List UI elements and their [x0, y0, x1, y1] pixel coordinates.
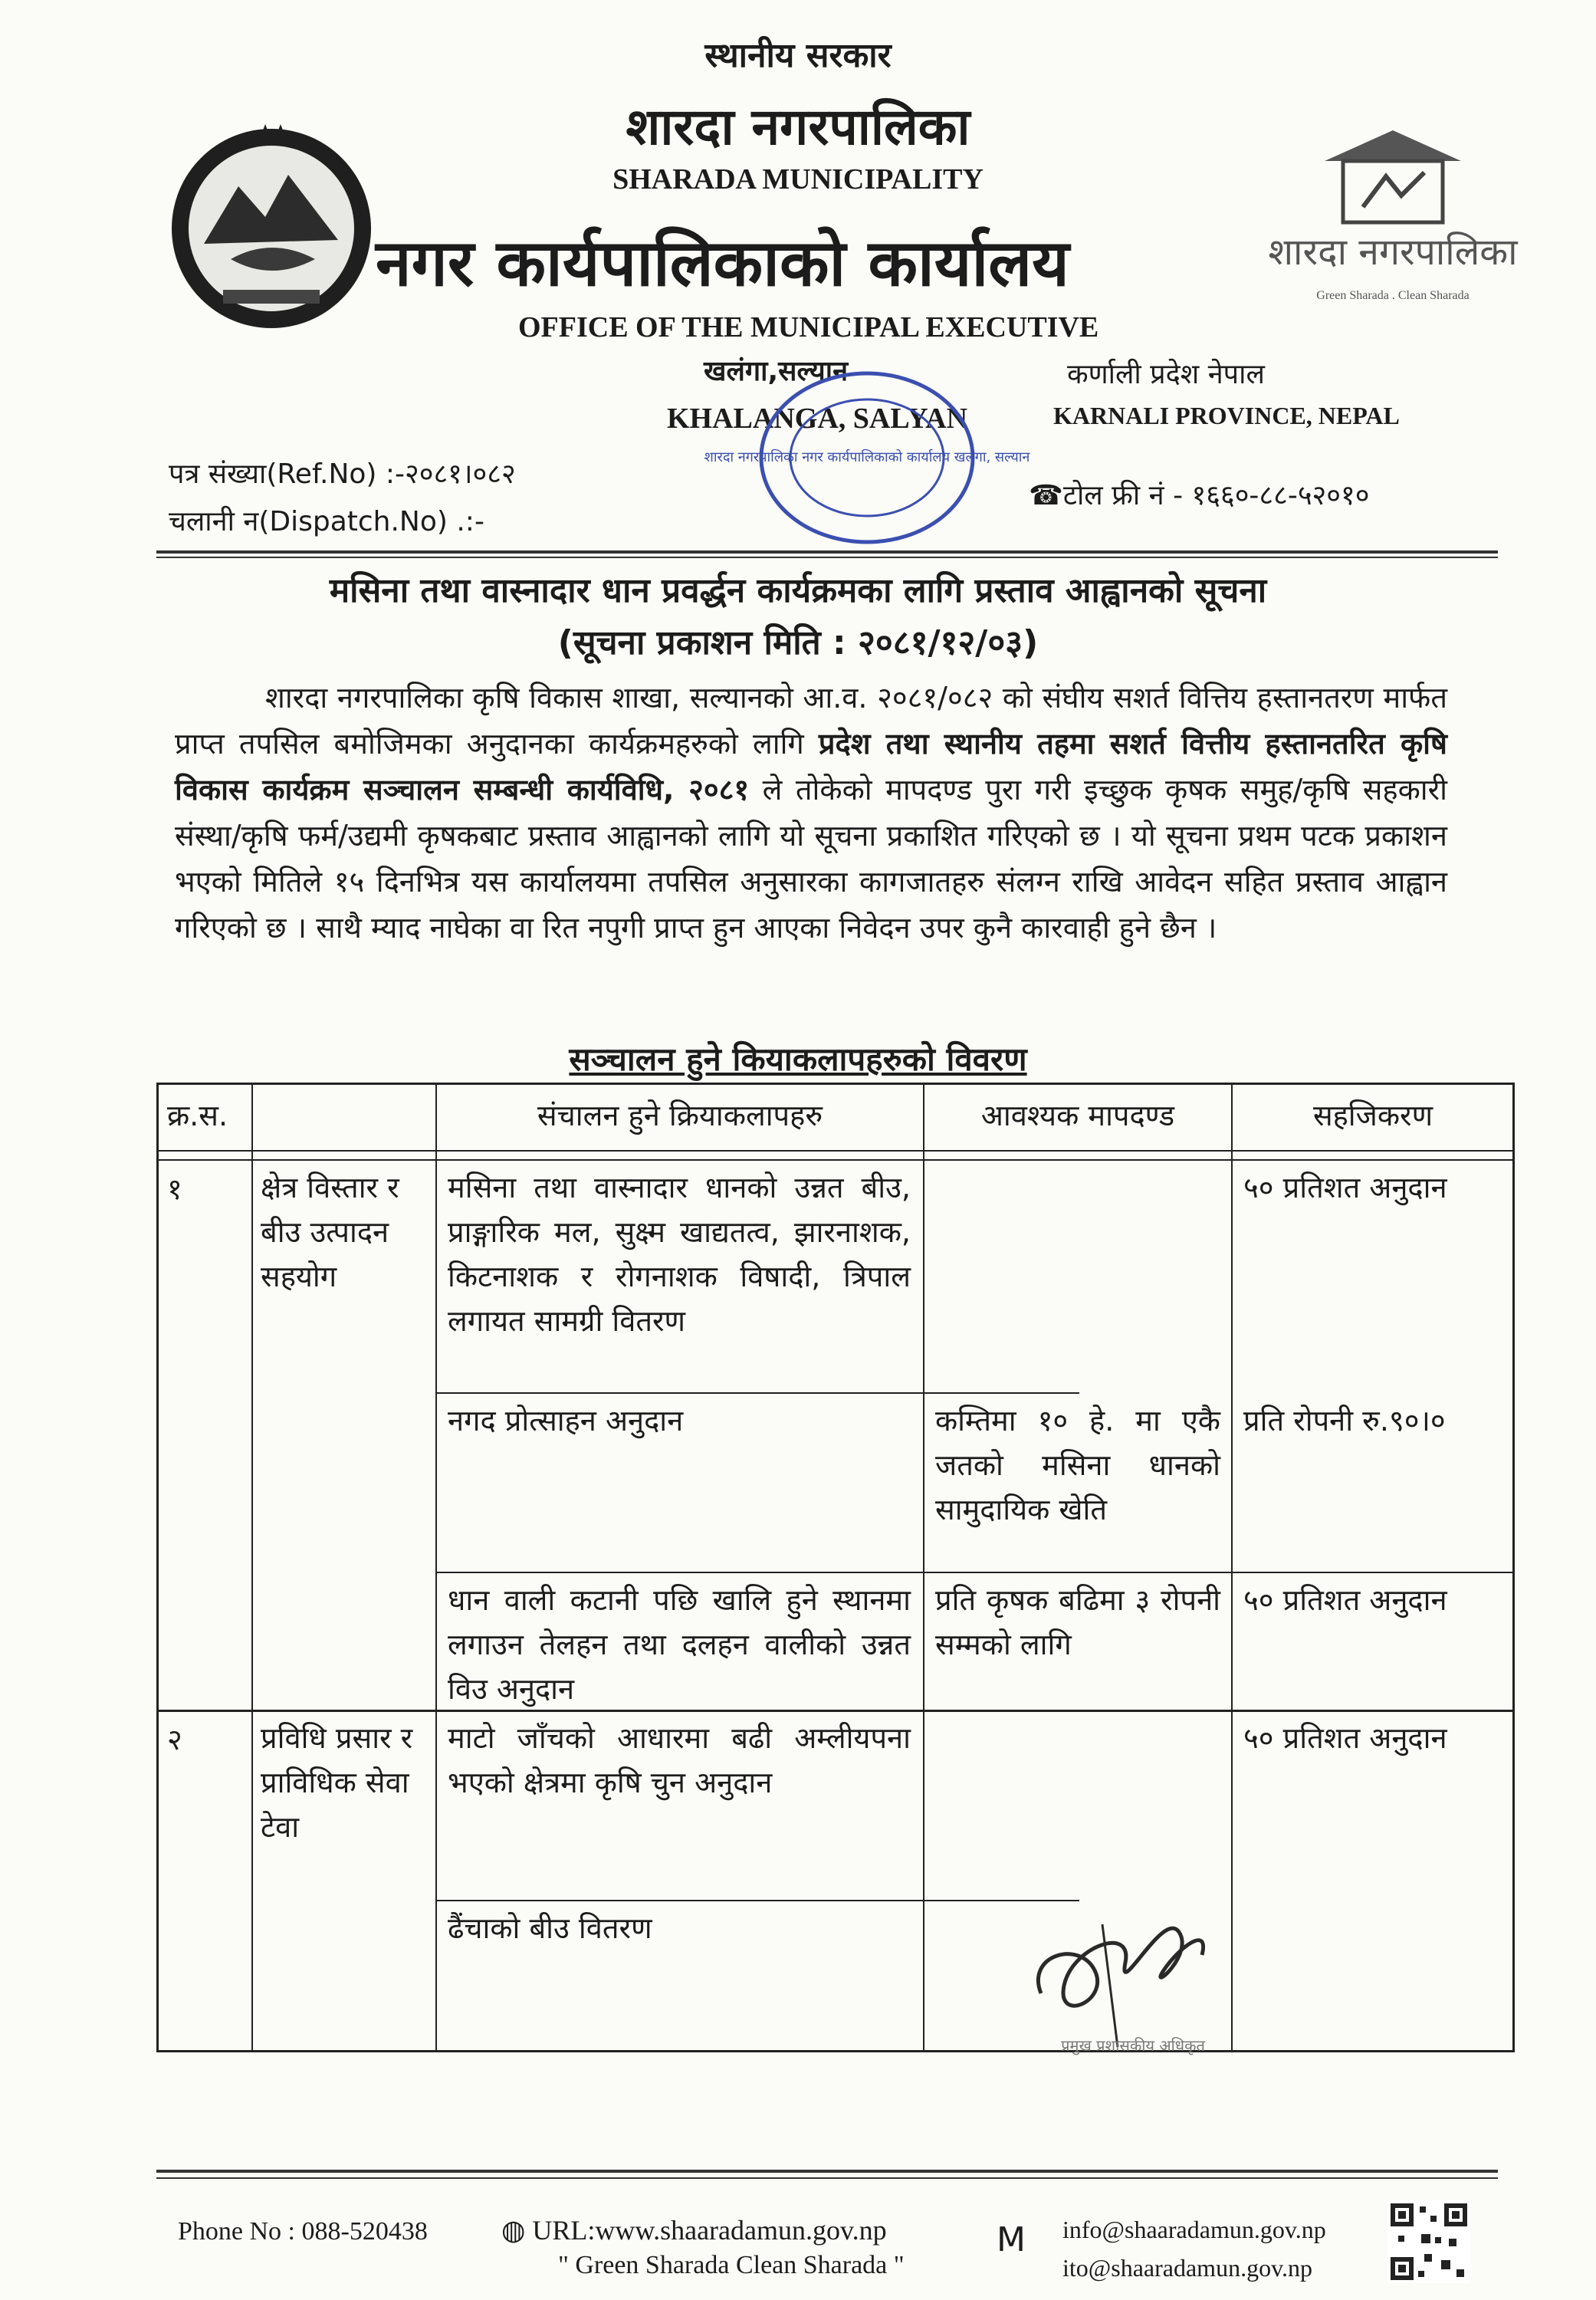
row-2-activity: नगद प्रोत्साहन अनुदान [448, 1404, 684, 1438]
footer-email-2[interactable]: ito@shaaradamun.gov.np [1062, 2254, 1312, 2282]
address-np: खलंगा,सल्यान [704, 356, 849, 387]
footer-divider [156, 2170, 1498, 2173]
header-facilitation: सहजिकरण [1312, 1099, 1433, 1132]
address-en: KHALANGA, SALYAN [667, 402, 968, 435]
group-1-category: क्षेत्र विस्तार र बीउ उत्पादन सहयोग [261, 1171, 399, 1293]
footer-url[interactable] [501, 2214, 887, 2246]
header-divider [156, 550, 1498, 554]
official-signature [1010, 1878, 1263, 2062]
footer-phone: Phone No : 088-520438 [178, 2217, 428, 2246]
footer-email-1[interactable]: info@shaaradamun.gov.np [1062, 2216, 1326, 2243]
row-4-facility: ५० प्रतिशत अनुदान [1243, 1721, 1447, 1755]
qr-code-icon [1387, 2200, 1470, 2283]
header-activities: संचालन हुने क्रियाकलापहरु [537, 1099, 823, 1132]
dispatch-number: चलानी न(Dispatch.No) .:- [169, 506, 484, 537]
group-1-sn: १ [167, 1172, 182, 1206]
logo-right-slogan: Green Sharada . Clean Sharada [1316, 289, 1470, 302]
row-3-facility: ५० प्रतिशत अनुदान [1243, 1583, 1447, 1617]
header-criteria: आवश्यक मापदण्ड [980, 1099, 1175, 1132]
reference-number: पत्र संख्या(Ref.No) :-२०८१।०८२ [169, 458, 516, 490]
notice-date: (सूचना प्रकाशन मिति : २०८१/१२/०३) [557, 623, 1039, 662]
local-government-label: स्थानीय सरकार [704, 36, 892, 75]
notice-title: मसिना तथा वास्नादार धान प्रवर्द्धन कार्यक्रमका लागि प्रस्ताव आह्वानको सूचना [329, 571, 1267, 610]
notice-body [175, 675, 1447, 951]
body-text-part1: शारदा नगरपालिका कृषि विकास शाखा, सल्यानको आ.व. २०८१/०८२ को संघीय सशर्त वित्तिय हस्तानतरण मार्फत प्राप्त तपसिल बमोजिमका अनुदानका कार्यक्रमहरुको लागि [175, 681, 1447, 761]
stamp-text: शारदा नगरपालिका नगर कार्यपालिकाको कार्यालय खलंगा, सल्यान [704, 449, 1030, 465]
sharada-municipality-logo [1268, 115, 1518, 313]
globe-icon: ◍ [501, 2215, 533, 2246]
header-divider-thin [156, 557, 1498, 558]
signature-caption: प्रमुख प्रशासकीय अधिकृत [1061, 2036, 1205, 2055]
body-text-bold: प्रदेश तथा स्थानीय तहमा सशर्त वित्तीय हस्तानतरित कृषि विकास कार्यक्रम सञ्चालन सम्बन्धी कार्यविधि, २०८१ [175, 727, 1447, 807]
table-caption: सञ्चालन हुने कियाकलापहरुको विवरण [569, 1040, 1027, 1078]
footer-divider-thin [156, 2177, 1498, 2179]
logo-right-text: शारदा नगरपालिका [1268, 231, 1518, 274]
office-title-np: नगर कार्यपालिकाको कार्यालय [376, 225, 1069, 301]
row-3-activity: धान वाली कटानी पछि खालि हुने स्थानमा लगाउन तेलहन तथा दलहन वालीको उन्नत विउ अनुदान [448, 1583, 911, 1706]
tollfree-number: ☎टोल फ्री नं - १६६०-८८-५२०१० [1029, 480, 1370, 511]
row-2-criteria: कम्तिमा १० हे. मा एकै जतको मसिना धानको सामुदायिक खेति [935, 1404, 1220, 1526]
activities-table [156, 1083, 1515, 2053]
row-1-activity: मसिना तथा वास्नादार धानको उन्नत बीउ, प्राङ्गारिक मल, सुक्ष्म खाद्यतत्व, झारनाशक, किटनाशक र रोगनाशक विषादी, त्रिपाल लगायत सामग्री वितरण [448, 1171, 911, 1338]
province-en: KARNALI PROVINCE, NEPAL [1053, 402, 1400, 429]
body-text-part2: ले तोकेको मापदण्ड पुरा गरी इच्छुक कृषक समुह/कृषि सहकारी संस्था/कृषि फर्म/उद्यमी कृषकबाट प्रस्ताव आह्वानको लागि यो सूचना प्रकाशित गरिएको छ । यो सूचना प्रथम पटक प्रकाशन भएको मितिले १५ दिनभित्र यस कार्यालयमा तपसिल अनुसारका कागजातहरु संलग्न राखि आवेदन सहित प्रस्ताव आह्वान गरिएको छ । साथै म्याद नाघेका वा रित नपुगी प्राप्त हुन आएका निवेदन उपर कुनै कारवाही हुने छैन । [175, 773, 1447, 945]
row-5-activity: ढैंचाको बीउ वितरण [448, 1911, 652, 1945]
group-2-sn: २ [167, 1723, 182, 1756]
group-2-category: प्रविधि प्रसार र प्राविधिक सेवा टेवा [261, 1721, 413, 1844]
row-3-criteria: प्रति कृषक बढिमा ३ रोपनी सम्मको लागि [935, 1583, 1220, 1661]
mail-icon: M [997, 2220, 1026, 2259]
row-2-facility: प्रति रोपनी रु.९०।० [1243, 1404, 1446, 1438]
row-4-activity: माटो जाँचको आधारमा बढी अम्लीयपना भएको क्षेत्रमा कृषि चुन अनुदान [448, 1721, 911, 1799]
province-np: कर्णाली प्रदेश नेपाल [1067, 359, 1265, 390]
row-1-facility: ५० प्रतिशत अनुदान [1243, 1171, 1447, 1204]
municipality-name-np: शारदा नगरपालिका [626, 97, 970, 156]
office-title-en: OFFICE OF THE MUNICIPAL EXECUTIVE [518, 311, 1099, 343]
municipality-name-en: SHARADA MUNICIPALITY [612, 163, 984, 196]
footer-url-text: URL:www.shaaradamun.gov.np [532, 2215, 887, 2246]
footer-slogan: " Green Sharada Clean Sharada " [558, 2251, 905, 2279]
office-stamp [704, 366, 1030, 549]
header-sn: क्र.स. [167, 1099, 228, 1132]
